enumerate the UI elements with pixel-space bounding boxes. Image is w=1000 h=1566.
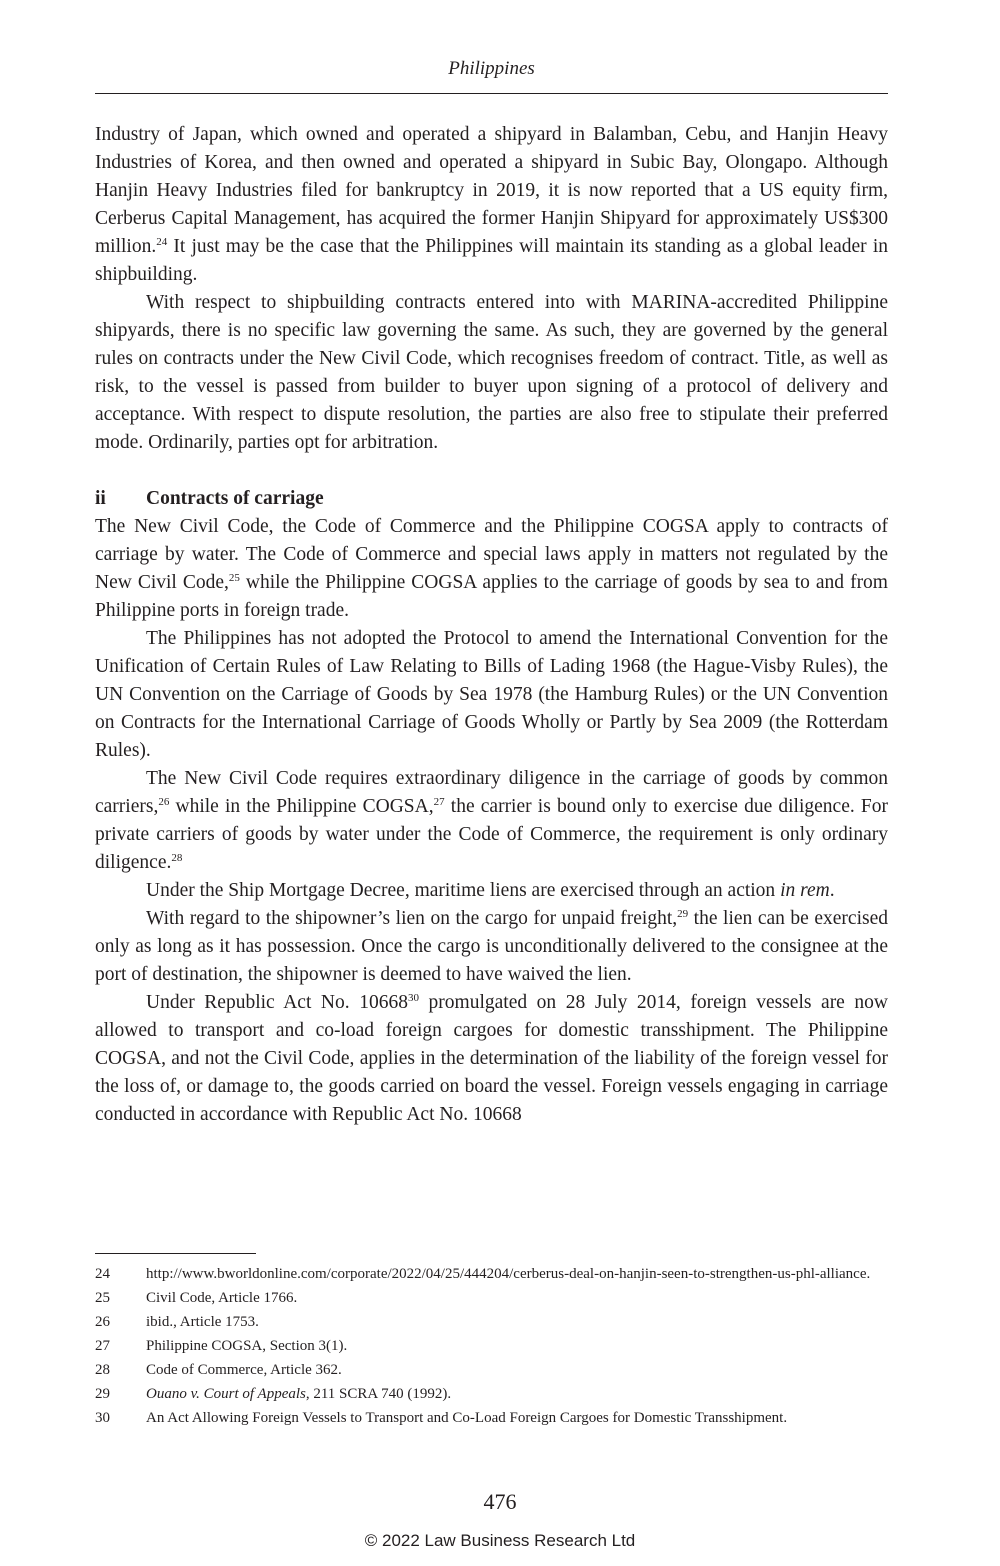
footnote-ref[interactable]: 28: [171, 852, 183, 864]
paragraph: Industry of Japan, which owned and operated a shipyard in Balamban, Cebu, and Hanjin Heavy Industries of Korea, and then owned and operated a shipyard in Subic Bay, Olongapo. Although Hanjin Heavy Industries filed for bankruptcy in 2019, it is now reported that a US equity firm, Cerberus Capital Management, has acquired the former Hanjin Shipyard for approximately US$300 million.$^{24}$ It just may be the case that the Philippines will maintain its standing as a global leader in shipbuilding.: [95, 124, 888, 285]
footnote-ref[interactable]: 27: [433, 796, 445, 808]
footnote-ref[interactable]: 29: [677, 908, 689, 920]
footnote: 30 An Act Allowing Foreign Vessels to Transport and Co-Load Foreign Cargoes for Domestic Transshipment.: [95, 1410, 788, 1426]
paragraph: Under Republic Act No. 10668$^{30}$ promulgated on 28 July 2014, foreign vessels are now allowed to transport and co-load foreign cargoes for domestic transshipment. The Philippine COGSA, and not the Civil Code, applies in the determination of the liability of the foreign vessel for the loss of, or damage to, the goods carried on board the vessel. Foreign vessels engaging in carriage conducted in accordance with Republic Act No. 10668: [95, 992, 888, 1125]
footnote-ref[interactable]: 26: [158, 796, 170, 808]
footnote: 29 Ouano v. Court of Appeals, 211 SCRA 740 (1992).: [95, 1386, 452, 1402]
paragraph: With regard to the shipowner’s lien on the cargo for unpaid freight,$^{29}$ the lien can be exercised only as long as it has possession. Once the cargo is unconditionally delivered to the consignee at the port of destination, the shipowner is deemed to have waived the lien.: [95, 908, 888, 985]
paragraph: Under the Ship Mortgage Decree, maritime liens are exercised through an action in rem.: [146, 880, 835, 901]
paragraph: The Philippines has not adopted the Protocol to amend the International Convention for the Unification of Certain Rules of Law Relating to Bills of Lading 1968 (the Hague-Visby Rules), the UN Convention on the Carriage of Goods by Sea 1978 (the Hamburg Rules) or the UN Convention on Contracts for the International Carriage of Goods Wholly or Partly by Sea 2009 (the Rotterdam Rules).: [95, 628, 888, 761]
body-text: [95, 121, 888, 1129]
footnote-ref[interactable]: 25: [228, 572, 240, 584]
footnotes: [95, 1262, 895, 1430]
footnote-link[interactable]: http://www.bworldonline.com/corporate/2022/04/25/444204/cerberus-deal-on-hanjin-seen-to-strengthen-us-phl-alliance.: [146, 1266, 871, 1282]
footnote: 28 Code of Commerce, Article 362.: [95, 1362, 342, 1378]
footnote: 26 ibid., Article 1753.: [95, 1314, 259, 1330]
footnote: 27 Philippine COGSA, Section 3(1).: [95, 1338, 348, 1354]
running-header: Philippines: [448, 58, 535, 79]
footnote-ref[interactable]: 30: [407, 992, 419, 1004]
section-heading: [95, 485, 888, 513]
section-number: ii: [95, 488, 106, 509]
footnote-ref[interactable]: 24: [156, 236, 168, 248]
copyright-notice: © 2022 Law Business Research Ltd: [364, 1531, 636, 1550]
paragraph: The New Civil Code requires extraordinary diligence in the carriage of goods by common carriers,$^{26}$ while in the Philippine COGSA,$^{27}$ the carrier is bound only to exercise due diligence. For private carriers of goods by water under the Code of Commerce, the requirement is only ordinary diligence.$^{28}$: [95, 768, 888, 873]
paragraph: The New Civil Code, the Code of Commerce and the Philippine COGSA apply to contracts of carriage by water. The Code of Commerce and special laws apply in matters not regulated by the New Civil Code,$^{25}$ while the Philippine COGSA applies to the carriage of goods by sea to and from Philippine ports in foreign trade.: [95, 516, 888, 621]
footnote-rule: [95, 1253, 256, 1254]
footnote: 24 http://www.bworldonline.com/corporate/2022/04/25/444204/cerberus-deal-on-hanjin-seen-to-strengthen-us-phl-alliance.: [95, 1262, 895, 1286]
section-title: Contracts of carriage: [146, 488, 324, 509]
page-number: 476: [483, 1489, 517, 1514]
footnote: 25 Civil Code, Article 1766.: [95, 1290, 298, 1306]
paragraph: With respect to shipbuilding contracts entered into with MARINA-accredited Philippine shipyards, there is no specific law governing the same. As such, they are governed by the general rules on contracts under the New Civil Code, which recognises freedom of contract. Title, as well as risk, to the vessel is passed from builder to buyer upon signing of a protocol of delivery and acceptance. With respect to dispute resolution, the parties are also free to stipulate their preferred mode. Ordinarily, parties opt for arbitration.: [95, 292, 888, 453]
header-rule: [95, 93, 888, 94]
